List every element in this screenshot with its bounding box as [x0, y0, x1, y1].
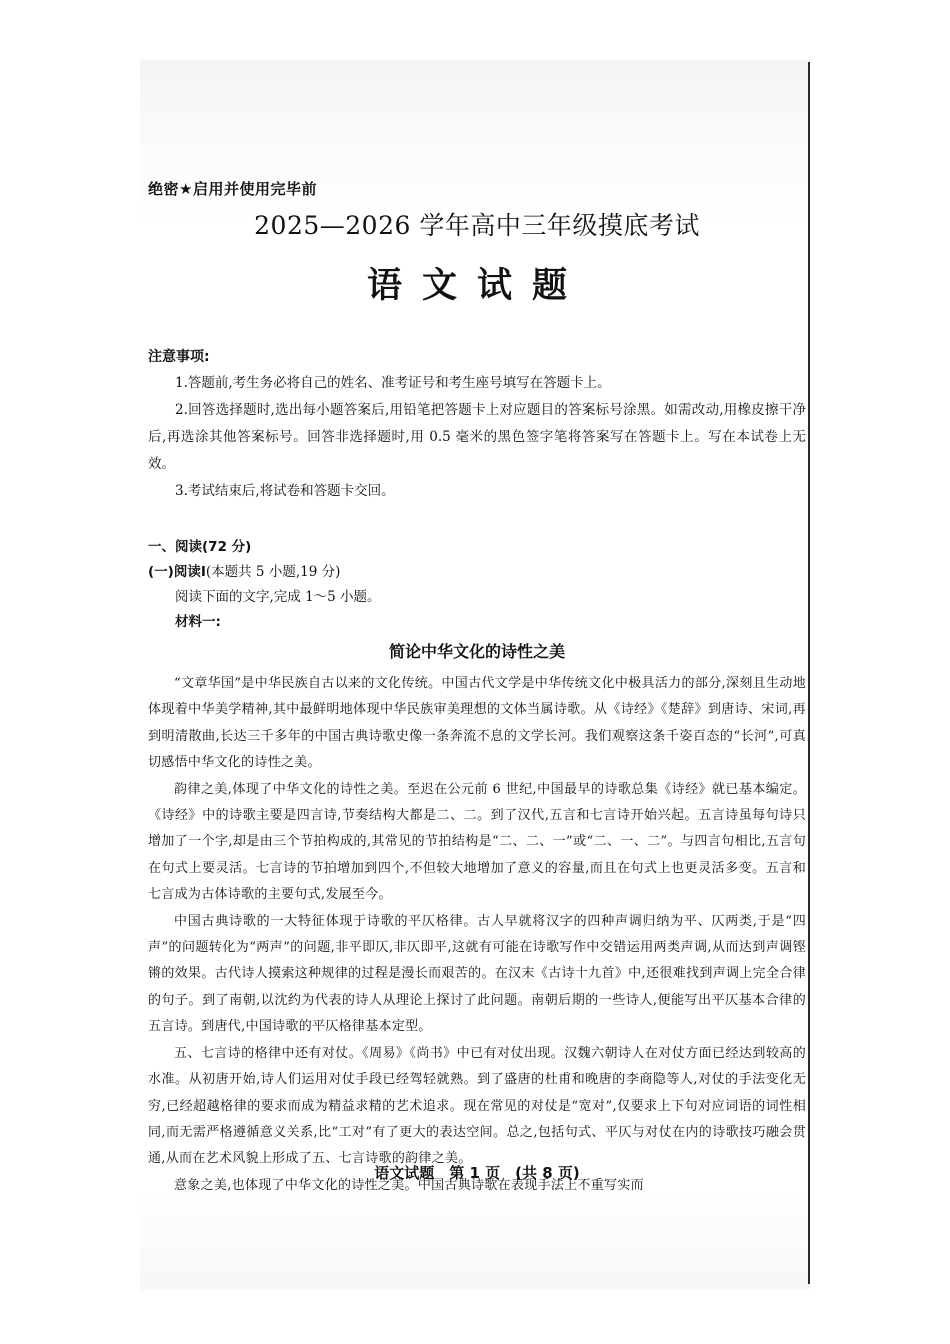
article-paragraph: 中国古典诗歌的一大特征体现于诗歌的平仄格律。古人早就将汉字的四种声调归纳为平、仄两类,于是“四声”的问题转化为“两声”的问题,非平即仄,非仄即平,这就有可能在诗歌写作中交错运用两类声调,从而达到声调铿锵的效果。古代诗人摸索这种规律的过程是漫长而艰苦的。在汉末《古诗十九首》中,还很难找到声调上完全合律的句子。到了南朝,以沈约为代表的诗人从理论上探讨了此问题。南朝后期的一些诗人,便能写出平仄基本合律的五言诗。到唐代,中国诗歌的平仄格律基本定型。 [148, 913, 806, 1035]
notice-item: 2.回答选择题时,选出每小题答案后,用铅笔把答题卡上对应题目的答案标号涂黑。如需改动,用橡皮擦干净后,再选涂其他答案标号。回答非选择题时,用 0.5 毫米的黑色签字笔将答案写在答题卡上。写在本试卷上无效。 [148, 402, 806, 472]
confidential-label: 绝密★启用并使用完毕前 [148, 180, 317, 198]
subsection-info: (本题共 5 小题,19 分) [205, 564, 341, 580]
exam-title: 2025—2026 学年高中三年级摸底考试 [254, 211, 700, 240]
section-heading: 一、阅读(72 分) [148, 539, 252, 555]
page-edge-line [808, 62, 810, 1284]
article-paragraph: 韵律之美,体现了中华文化的诗性之美。至迟在公元前 6 世纪,中国最早的诗歌总集《诗经》就已基本编定。《诗经》中的诗歌主要是四言诗,节奏结构大都是二、二。到了汉代,五言和七言诗开始兴起。五言诗虽每句诗只增加了一个字,却是由三个节拍构成的,其常见的节拍结构是“二、二、一”或“二、一、二”。与四言句相比,五言句在句式上要灵活。七言诗的节拍增加到四个,不但较大地增加了意义的容量,而且在句式上也更灵活多变。五言和七言成为古体诗歌的主要句式,发展至今。 [148, 781, 806, 903]
subsection-label: (一)阅读Ⅰ [148, 564, 206, 580]
notice-item: 3.考试结束后,将试卷和答题卡交回。 [175, 483, 395, 499]
material-label: 材料一: [175, 614, 221, 630]
exam-page [148, 170, 806, 1199]
subject-title: 语文试题 [366, 266, 587, 306]
subsection-heading [148, 560, 806, 585]
reading-instruction: 阅读下面的文字,完成 1～5 小题。 [175, 589, 381, 605]
article-title: 简论中华文化的诗性之美 [388, 642, 565, 661]
notice-item: 1.答题前,考生务必将自己的姓名、准考证号和考生座号填写在答题卡上。 [175, 375, 611, 391]
article-paragraph: 意象之美,也体现了中华文化的诗性之美。中国古典诗歌在表现手法上不重写实而 [174, 1177, 644, 1193]
article-paragraph: “文章华国”是中华民族自古以来的文化传统。中国古代文学是中华传统文化中极具活力的部分,深刻且生动地体现着中华美学精神,其中最鲜明地体现中华民族审美理想的文体当属诗歌。从《诗经》《楚辞》到唐诗、宋词,再到明清散曲,长达三千多年的中国古典诗歌史像一条奔流不息的文学长河。我们观察这条千姿百态的“长河”,可真切感悟中华文化的诗性之美。 [148, 676, 806, 771]
article-paragraph: 五、七言诗的格律中还有对仗。《周易》《尚书》中已有对仗出现。汉魏六朝诗人在对仗方面已经达到较高的水准。从初唐开始,诗人们运用对仗手段已经驾轻就熟。到了盛唐的杜甫和晚唐的李商隐等人,对仗的手法变化无穷,已经超越格律的要求而成为精益求精的艺术追求。现在常见的对仗是“宽对”,仅要求上下句对应词语的词性相同,而无需严格遵循意义关系,比“工对”有了更大的表达空间。总之,包括句式、平仄与对仗在内的诗歌技巧融会贯通,从而在艺术风貌上形成了五、七言诗歌的韵律之美。 [148, 1045, 806, 1167]
notice-heading: 注意事项: [148, 349, 210, 365]
page-footer: 语文试题 第 1 页 (共 8 页) [374, 1164, 580, 1182]
